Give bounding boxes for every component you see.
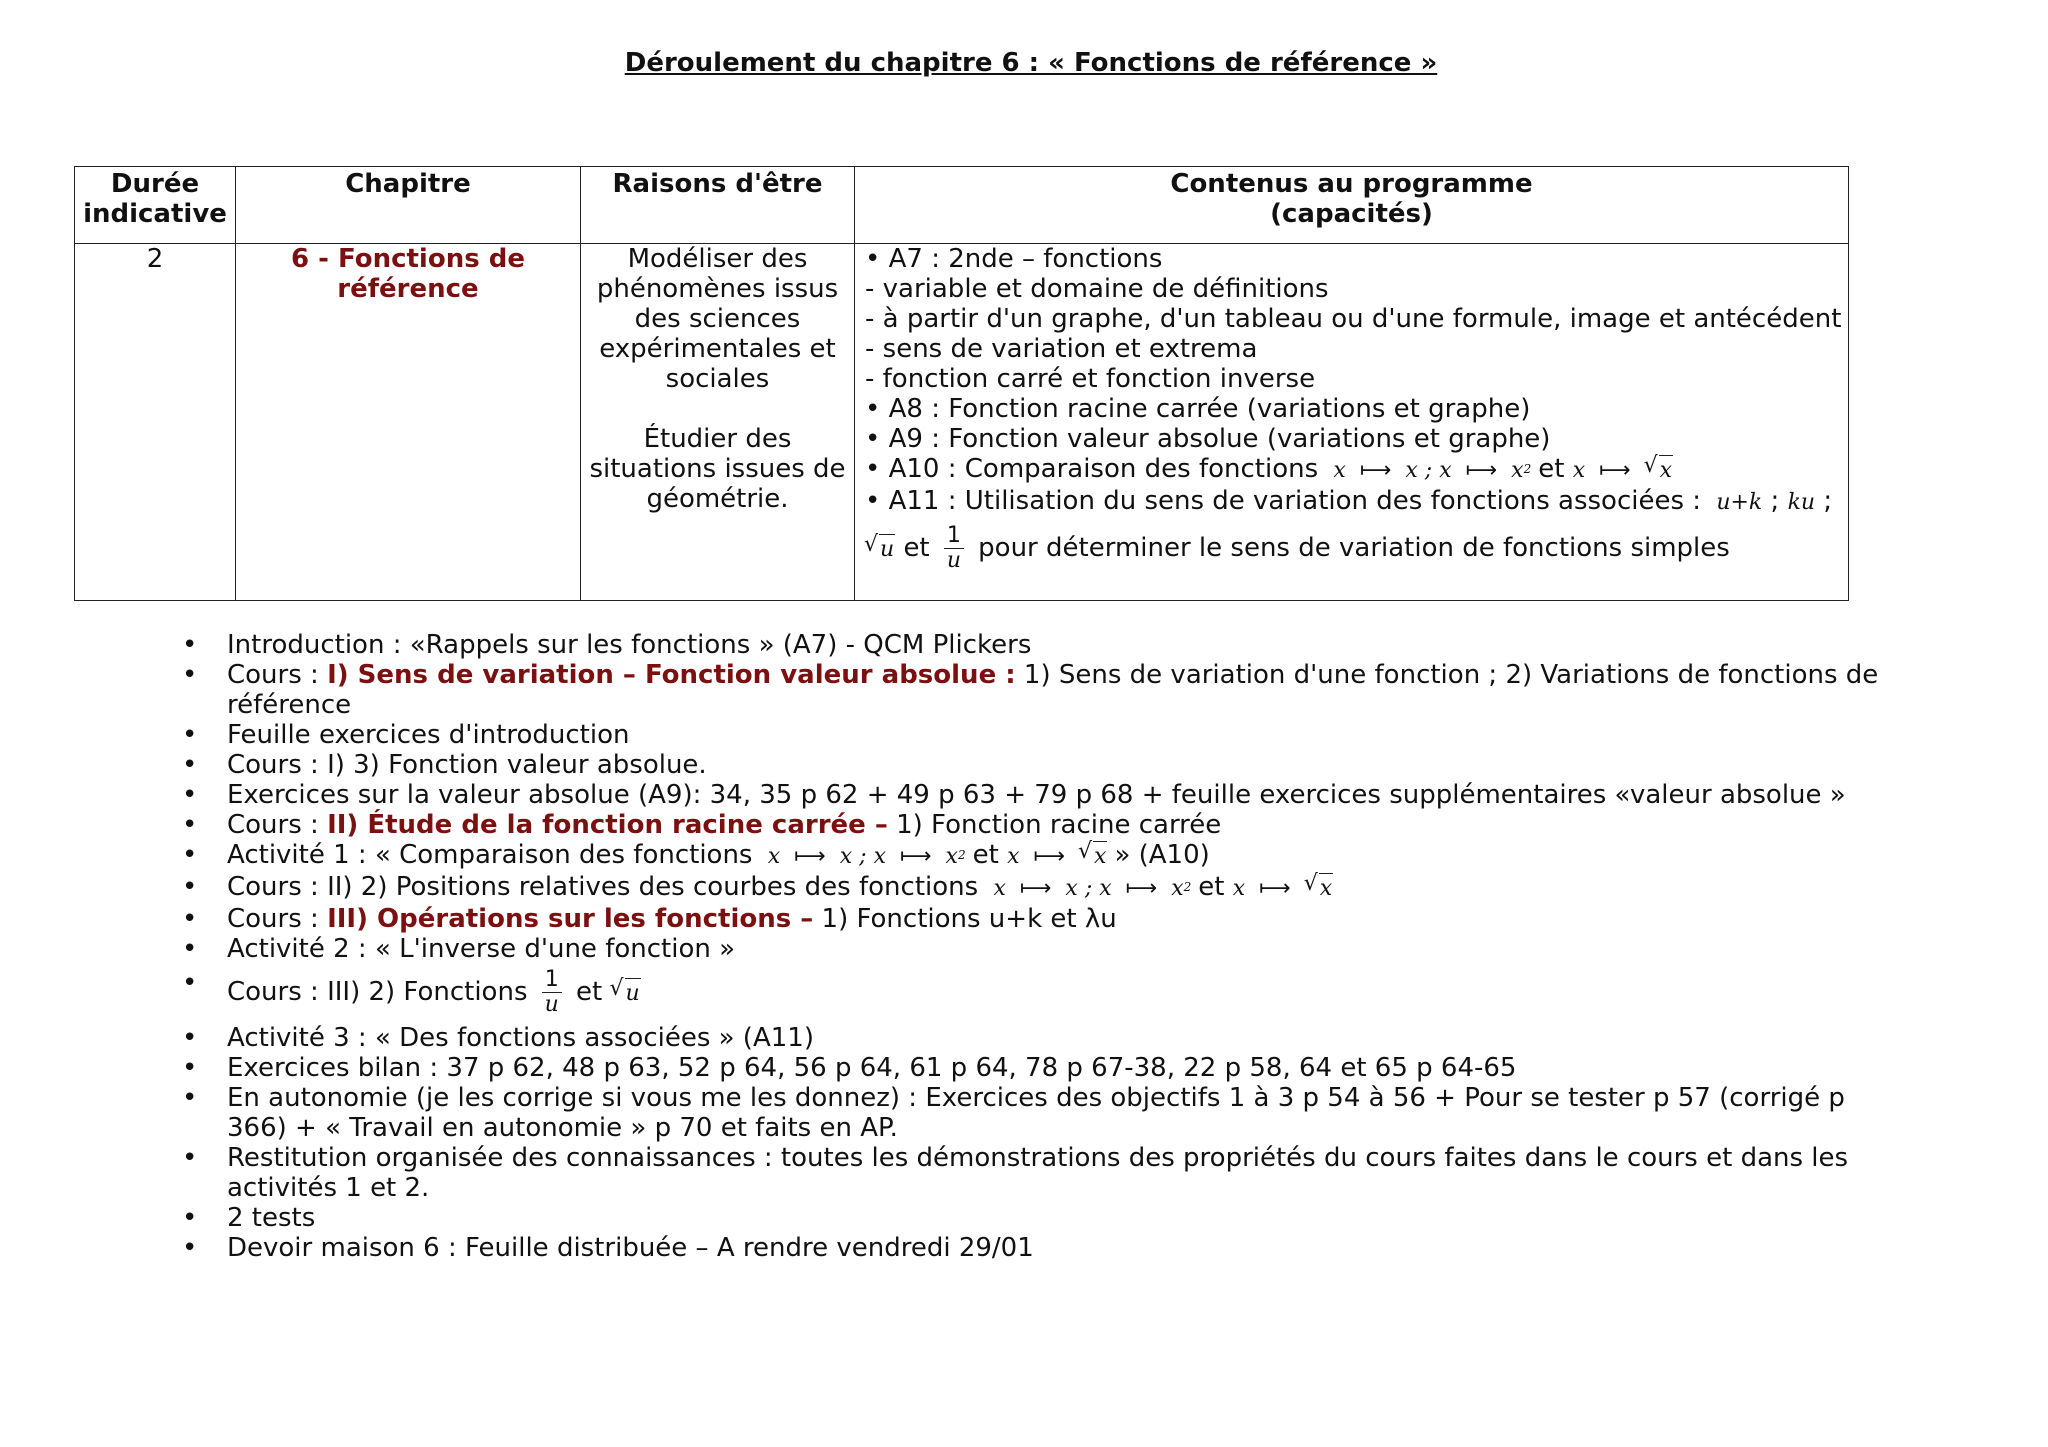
math-expr: u+k (1716, 490, 1763, 515)
list-item: • Activité 2 : « L'inverse d'une fonction » (182, 934, 1902, 964)
list-item: • Exercices bilan : 37 p 62, 48 p 63, 52 p 64, 56 p 64, 61 p 64, 78 p 67-38, 22 p 58, 64 et 65 p 64-65 (182, 1053, 1902, 1083)
header-duree-line1: Durée (110, 169, 200, 199)
list-item (182, 660, 1902, 720)
math-exp: 2 (1183, 880, 1192, 894)
math-sep: ; (1823, 486, 1833, 516)
math-var: x (1099, 876, 1112, 901)
sqrt-symbol (1093, 841, 1107, 872)
step-text: 1) Fonctions u+k et λu (821, 904, 1117, 934)
math-formula (986, 876, 1198, 901)
header-contenus-line1: Contenus au programme (1170, 169, 1533, 199)
contenu-line: - variable et domaine de définitions (865, 274, 1329, 304)
list-item (182, 840, 1902, 872)
math-var: x (1333, 458, 1346, 483)
a11-suffix: pour déterminer le sens de variation de fonctions simples (978, 533, 1730, 563)
cell-contenus (855, 244, 1849, 601)
math-var: x (1572, 458, 1586, 483)
contenu-line: - sens de variation et extrema (865, 334, 1258, 364)
math-var: x (1659, 458, 1673, 483)
cell-chapitre (236, 244, 581, 601)
et-text: et (1538, 454, 1565, 484)
sqrt-symbol (1319, 873, 1333, 904)
cell-raisons (581, 244, 855, 601)
step-text: Cours : II) 2) Positions relatives des courbes des fonctions (227, 872, 979, 902)
contenu-line-a11-cont (865, 524, 1848, 573)
frac-num: 1 (944, 524, 964, 549)
math-var: x (1065, 876, 1078, 901)
math-exp: 2 (1523, 462, 1532, 476)
raison-line: Modéliser des (627, 244, 808, 274)
frac-num: 1 (542, 968, 562, 993)
math-var: x (873, 844, 886, 869)
math-var: x (1439, 458, 1452, 483)
math-var: x (1007, 844, 1020, 869)
math-sep: ; (859, 844, 867, 869)
fraction-one-over-u (944, 524, 964, 573)
page-title: Déroulement du chapitre 6 : « Fonctions de référence » (624, 48, 1438, 78)
maps-to-symbol: ⟼ (1259, 876, 1291, 901)
math-formula (1007, 844, 1114, 869)
list-item: • Introduction : «Rappels sur les fonctions » (A7) - QCM Plickers (182, 630, 1902, 660)
list-item (182, 904, 1902, 934)
step-text: 1) Fonction racine carrée (896, 810, 1222, 840)
raison-line: phénomènes issus (596, 274, 839, 304)
math-var: x (1171, 876, 1184, 901)
list-item (182, 968, 1902, 1017)
contenu-line: - fonction carré et fonction inverse (865, 364, 1316, 394)
math-expr: ku (1787, 490, 1816, 515)
a11-text: • A11 : Utilisation du sens de variation des fonctions associées : (865, 486, 1702, 516)
list-item: • Activité 3 : « Des fonctions associées » (A11) (182, 1023, 1902, 1053)
contenu-line: - à partir d'un graphe, d'un tableau ou d'une formule, image et antécédent (865, 304, 1842, 334)
et-text: et (1198, 872, 1225, 902)
sqrt-symbol (625, 978, 641, 1009)
a10-text: • A10 : Comparaison des fonctions (865, 454, 1319, 484)
list-item (182, 810, 1902, 840)
header-contenus-line2: (capacités) (1270, 199, 1433, 229)
fraction-one-over-u (542, 968, 562, 1017)
cell-duree: 2 (75, 244, 236, 601)
step-text: Cours : (227, 810, 319, 840)
math-formula (1326, 458, 1538, 483)
chapitre-line1: 6 - Fonctions de (291, 244, 525, 274)
maps-to-symbol: ⟼ (1599, 458, 1631, 483)
list-item: • Feuille exercices d'introduction (182, 720, 1902, 750)
et-text: et (576, 977, 603, 1007)
chapitre-line2: référence (337, 274, 479, 304)
math-sep: ; (1424, 458, 1433, 483)
step-text: 1) Sens de variation d'une fonction ; 2) Variations de fonctions de référence (227, 660, 1879, 720)
maps-to-symbol: ⟼ (1359, 458, 1392, 483)
math-var: x (945, 844, 958, 869)
math-formula (1573, 458, 1673, 483)
contenu-line-a10 (865, 454, 1848, 486)
steps-list (182, 630, 1902, 1263)
raison-line: sociales (665, 364, 770, 394)
maps-to-symbol: ⟼ (899, 844, 932, 869)
math-var: x (839, 844, 853, 869)
list-item: • Devoir maison 6 : Feuille distribuée – A rendre vendredi 29/01 (182, 1233, 1902, 1263)
et-text: et (972, 840, 999, 870)
list-item (182, 872, 1902, 904)
contenu-line-a11 (865, 486, 1848, 518)
maps-to-symbol: ⟼ (1033, 844, 1066, 869)
maps-to-symbol: ⟼ (794, 844, 826, 869)
math-exp: 2 (957, 848, 966, 862)
math-var: x (1511, 458, 1524, 483)
raison-line: situations issues de (589, 454, 846, 484)
math-var: x (1232, 876, 1246, 901)
step-section-title: II) Étude de la fonction racine carrée – (327, 810, 888, 840)
table-row (75, 244, 1849, 601)
list-item: • Cours : I) 3) Fonction valeur absolue. (182, 750, 1902, 780)
sqrt-symbol (879, 534, 895, 565)
contenu-line: • A8 : Fonction racine carrée (variations et graphe) (865, 394, 1531, 424)
contenu-line: • A9 : Fonction valeur absolue (variations et graphe) (865, 424, 1551, 454)
step-text: » (A10) (1114, 840, 1210, 870)
list-item: • Restitution organisée des connaissances : toutes les démonstrations des propriétés du cours faites dans le cours et dans les activités 1 et 2. (182, 1143, 1902, 1203)
math-var: u (625, 981, 640, 1006)
frac-den: u (946, 548, 961, 573)
math-var: u (880, 537, 895, 562)
raison-line: expérimentales et (599, 334, 836, 364)
frac-den: u (544, 992, 559, 1017)
header-duree-line2: indicative (83, 199, 227, 229)
math-sep: ; (1084, 876, 1093, 901)
contenu-line: • A7 : 2nde – fonctions (865, 244, 1163, 274)
math-formula (1233, 876, 1333, 901)
header-duree (75, 167, 236, 244)
math-var: x (1094, 844, 1107, 869)
math-var: x (1405, 458, 1418, 483)
step-section-title: III) Opérations sur les fonctions – (327, 904, 814, 934)
step-text: Cours : III) 2) Fonctions (227, 977, 528, 1007)
table-header-row (75, 167, 1849, 244)
math-var: x (993, 876, 1006, 901)
step-section-title: I) Sens de variation – Fonction valeur absolue : (327, 660, 1016, 690)
maps-to-symbol: ⟼ (1125, 876, 1158, 901)
header-raisons: Raisons d'être (581, 167, 855, 244)
header-contenus (855, 167, 1849, 244)
maps-to-symbol: ⟼ (1465, 458, 1498, 483)
header-chapitre: Chapitre (236, 167, 581, 244)
list-item: • Exercices sur la valeur absolue (A9): 34, 35 p 62 + 49 p 63 + 79 p 68 + feuille exercices supplémentaires «valeur absolue » (182, 780, 1902, 810)
step-text: Cours : (227, 904, 319, 934)
math-var: x (1319, 876, 1333, 901)
sqrt-symbol (1659, 455, 1673, 486)
raison-line: des sciences (634, 304, 801, 334)
et-text: et (903, 533, 930, 563)
math-formula (1709, 490, 1762, 515)
list-item: • 2 tests (182, 1203, 1902, 1233)
math-sep: ; (1770, 486, 1780, 516)
chapter-table (74, 166, 1849, 601)
raison-line: géométrie. (646, 484, 789, 514)
raison-line: Étudier des (643, 424, 792, 454)
math-var: x (767, 844, 781, 869)
math-formula (761, 844, 973, 869)
list-item: • En autonomie (je les corrige si vous me les donnez) : Exercices des objectifs 1 à 3 p 54 à 56 + Pour se tester p 57 (corrigé p 366) + « Travail en autonomie » p 70 et faits en AP. (182, 1083, 1902, 1143)
maps-to-symbol: ⟼ (1019, 876, 1052, 901)
step-text: Cours : (227, 660, 319, 690)
step-text: Activité 1 : « Comparaison des fonctions (227, 840, 753, 870)
